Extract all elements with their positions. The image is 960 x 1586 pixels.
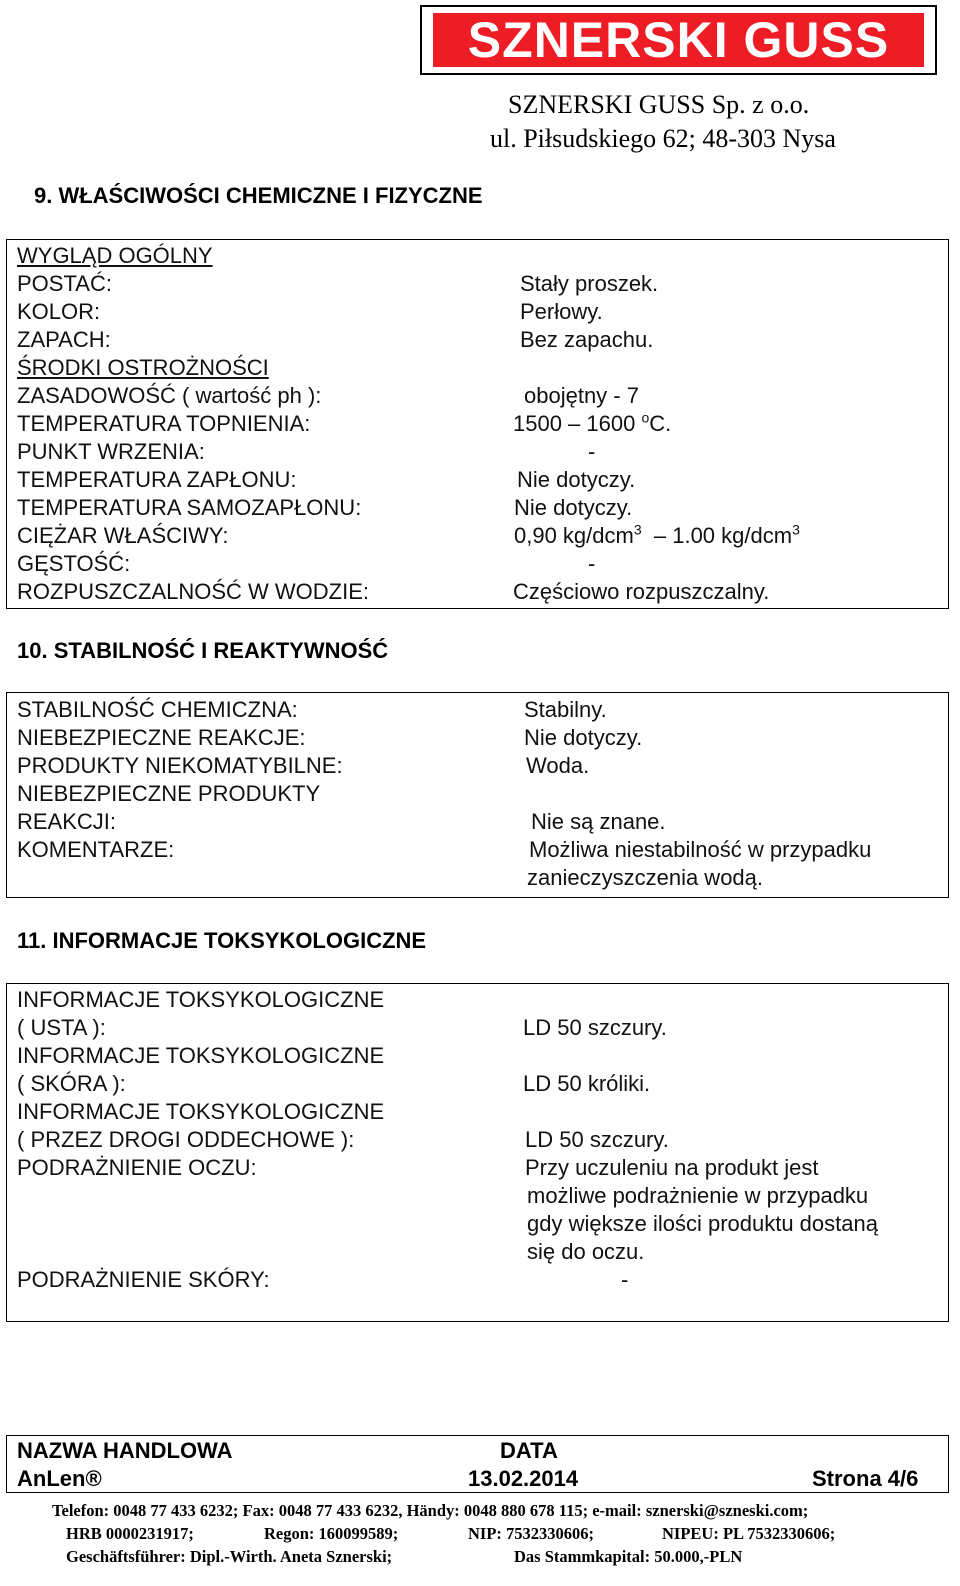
trade-name: AnLen® (17, 1466, 102, 1491)
ph-label: ZASADOWOŚĆ ( wartość ph ): (17, 383, 322, 408)
section-10-title: 10. STABILNOŚĆ I REAKTYWNOŚĆ (17, 638, 389, 663)
logo-text: SZNERSKI GUSS (433, 13, 924, 67)
melting-point-value: 1500 – 1600 $^o$C. (513, 409, 672, 436)
document-date: 13.02.2014 (468, 1466, 579, 1491)
tox-inhalation-value: LD 50 szczury. (525, 1127, 669, 1152)
footer-contact: Telefon: 0048 77 433 6232; Fax: 0048 77 433 6232, Händy: 0048 880 678 115; e-mail: sznerski@szneski.com; (52, 1501, 809, 1520)
tox-oral-label-2: ( USTA ): (17, 1015, 106, 1040)
footer-hrb: HRB 0000231917; (66, 1524, 194, 1543)
tox-skin-label-2: ( SKÓRA ): (17, 1071, 126, 1096)
footer-capital: Das Stammkapital: 50.000,-PLN (514, 1547, 743, 1566)
footer-regon: Regon: 160099589; (264, 1524, 399, 1543)
tox-oral-value: LD 50 szczury. (523, 1015, 667, 1040)
appearance-heading: WYGLĄD OGÓLNY (17, 243, 213, 268)
company-name: SZNERSKI GUSS Sp. z o.o. (508, 90, 810, 119)
tox-oral-label-1: INFORMACJE TOKSYKOLOGICZNE (17, 987, 385, 1012)
incompatible-products-value: Woda. (526, 753, 590, 778)
company-address: ul. Piłsudskiego 62; 48-303 Nysa (490, 124, 836, 153)
odor-value: Bez zapachu. (520, 327, 654, 352)
tox-inhalation-label-2: ( PRZEZ DROGI ODDECHOWE ): (17, 1127, 355, 1152)
specific-gravity-label: CIĘŻAR WŁAŚCIWY: (17, 523, 229, 548)
tox-skin-value: LD 50 króliki. (523, 1071, 651, 1096)
odor-label: ZAPACH: (17, 327, 111, 352)
density-value: - (588, 551, 596, 576)
tox-inhalation-label-1: INFORMACJE TOKSYKOLOGICZNE (17, 1099, 385, 1124)
boiling-point-label: PUNKT WRZENIA: (17, 439, 205, 464)
chemical-stability-label: STABILNOŚĆ CHEMICZNA: (17, 697, 298, 722)
comments-label: KOMENTARZE: (17, 837, 175, 862)
eye-irritation-label: PODRAŻNIENIE OCZU: (17, 1155, 257, 1180)
solubility-label: ROZPUSZCZALNOŚĆ W WODZIE: (17, 579, 369, 604)
color-value: Perłowy. (520, 299, 603, 324)
tox-skin-label-1: INFORMACJE TOKSYKOLOGICZNE (17, 1043, 385, 1068)
precautions-heading: ŚRODKI OSTROŻNOŚCI (17, 355, 269, 380)
skin-irritation-label: PODRAŻNIENIE SKÓRY: (17, 1267, 270, 1292)
skin-irritation-value: - (621, 1267, 629, 1292)
specific-gravity-value: 0,90 kg/dcm$^3$ – 1.00 kg/dcm$^3$ (514, 521, 800, 548)
incompatible-products-label: PRODUKTY NIEKOMATYBILNE: (17, 753, 343, 778)
comments-value-1: Możliwa niestabilność w przypadku (529, 837, 872, 862)
color-label: KOLOR: (17, 299, 101, 324)
form-label: POSTAĆ: (17, 271, 112, 296)
eye-irritation-value-2: możliwe podrażnienie w przypadku (527, 1183, 869, 1208)
footer-manager: Geschäftsführer: Dipl.-Wirth. Aneta Sznerski; (66, 1547, 393, 1566)
eye-irritation-value-3: gdy większe ilości produktu dostaną (527, 1211, 878, 1236)
section-11-title: 11. INFORMACJE TOKSYKOLOGICZNE (17, 928, 427, 953)
eye-irritation-value-1: Przy uczuleniu na produkt jest (525, 1155, 819, 1180)
autoignition-label: TEMPERATURA SAMOZAPŁONU: (17, 495, 362, 520)
hazardous-products-label-2: REAKCJI: (17, 809, 117, 834)
section-9-title: 9. WŁAŚCIWOŚCI CHEMICZNE I FIZYCZNE (34, 183, 483, 208)
hazardous-reactions-value: Nie dotyczy. (524, 725, 643, 750)
footer-nipeu: NIPEU: PL 7532330606; (662, 1524, 836, 1543)
ph-value: obojętny - 7 (524, 383, 639, 408)
autoignition-value: Nie dotyczy. (514, 495, 633, 520)
hazardous-reactions-label: NIEBEZPIECZNE REAKCJE: (17, 725, 306, 750)
hazardous-products-value: Nie są znane. (531, 809, 666, 834)
solubility-value: Częściowo rozpuszczalny. (513, 579, 770, 604)
comments-value-2: zanieczyszczenia wodą. (527, 865, 764, 890)
company-logo (420, 5, 937, 75)
flash-point-value: Nie dotyczy. (517, 467, 636, 492)
eye-irritation-value-4: się do oczu. (527, 1239, 645, 1264)
flash-point-label: TEMPERATURA ZAPŁONU: (17, 467, 297, 492)
page-number: Strona 4/6 (812, 1466, 919, 1491)
trade-name-label: NAZWA HANDLOWA (17, 1438, 233, 1463)
form-value: Stały proszek. (520, 271, 659, 296)
density-label: GĘSTOŚĆ: (17, 551, 131, 576)
chemical-stability-value: Stabilny. (524, 697, 607, 722)
date-label: DATA (500, 1438, 558, 1463)
boiling-point-value: - (588, 439, 596, 464)
footer-nip: NIP: 7532330606; (468, 1524, 595, 1543)
melting-point-label: TEMPERATURA TOPNIENIA: (17, 411, 311, 436)
hazardous-products-label-1: NIEBEZPIECZNE PRODUKTY (17, 781, 321, 806)
